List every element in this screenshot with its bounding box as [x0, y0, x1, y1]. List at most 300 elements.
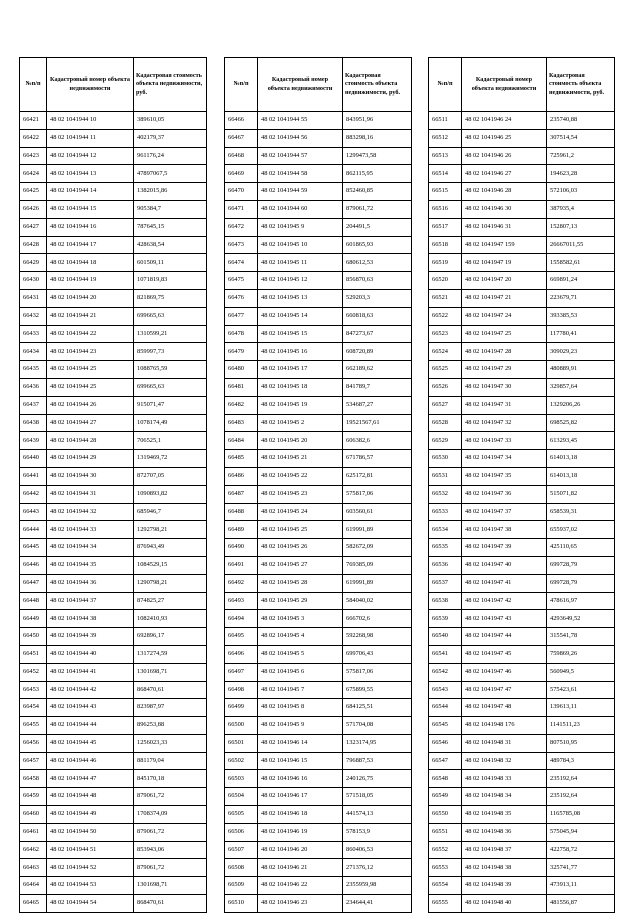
row-number: 66485 — [225, 450, 258, 468]
cadastral-value: 575817,06 — [343, 485, 412, 503]
row-number: 66471 — [225, 200, 258, 218]
row-number: 66488 — [225, 503, 258, 521]
cadastral-value: 1310599,21 — [134, 325, 207, 343]
cadastral-value: 879061,72 — [134, 788, 207, 806]
table-row — [429, 752, 615, 770]
row-number: 66498 — [225, 681, 258, 699]
table-row — [225, 396, 412, 414]
table-row — [429, 841, 615, 859]
table-row — [225, 806, 412, 824]
row-number: 66450 — [20, 628, 47, 646]
table-row — [20, 717, 207, 735]
cadastral-value: 4293649,52 — [547, 610, 615, 628]
table-row — [429, 556, 615, 574]
cadastral-value: 874825,27 — [134, 592, 207, 610]
cadastral-value: 823987,97 — [134, 699, 207, 717]
cadastral-value: 787645,15 — [134, 218, 207, 236]
cadastral-value: 389610,05 — [134, 112, 207, 130]
cadastral-number: 48 02 1041944 42 — [47, 681, 134, 699]
table-row — [225, 254, 412, 272]
row-number: 66425 — [20, 183, 47, 201]
table-row — [20, 165, 207, 183]
cadastral-number: 48 02 1041947 40 — [462, 556, 547, 574]
row-number: 66550 — [429, 806, 462, 824]
row-number: 66461 — [20, 823, 47, 841]
row-number: 66451 — [20, 645, 47, 663]
row-number: 66448 — [20, 592, 47, 610]
cadastral-number: 48 02 1041944 48 — [47, 788, 134, 806]
cadastral-number: 48 02 1041947 20 — [462, 272, 547, 290]
table-row — [20, 236, 207, 254]
row-number: 66486 — [225, 467, 258, 485]
table-row — [225, 788, 412, 806]
cadastral-value: 489784,3 — [547, 752, 615, 770]
row-number: 66501 — [225, 734, 258, 752]
cadastral-number: 48 02 1041944 56 — [258, 129, 343, 147]
cadastral-number: 48 02 1041945 3 — [258, 610, 343, 628]
cadastral-number: 48 02 1041944 28 — [47, 432, 134, 450]
cadastral-value: 725961,2 — [547, 147, 615, 165]
cadastral-number: 48 02 1041947 45 — [462, 645, 547, 663]
cadastral-value: 592268,98 — [343, 628, 412, 646]
table-row — [225, 361, 412, 379]
cadastral-number: 48 02 1041948 32 — [462, 752, 547, 770]
row-number: 66443 — [20, 503, 47, 521]
cadastral-value: 240126,75 — [343, 770, 412, 788]
table-row — [225, 467, 412, 485]
cadastral-number: 48 02 1041946 22 — [258, 877, 343, 895]
table-row — [225, 200, 412, 218]
cadastral-value: 614013,18 — [547, 450, 615, 468]
row-number: 66543 — [429, 681, 462, 699]
table-row — [429, 485, 615, 503]
cadastral-number: 48 02 1041945 17 — [258, 361, 343, 379]
table-row — [429, 129, 615, 147]
row-number: 66427 — [20, 218, 47, 236]
row-number: 66525 — [429, 361, 462, 379]
row-number: 66460 — [20, 806, 47, 824]
cadastral-number: 48 02 1041944 46 — [47, 752, 134, 770]
cadastral-number: 48 02 1041947 21 — [462, 289, 547, 307]
row-number: 66432 — [20, 307, 47, 325]
table-row — [20, 556, 207, 574]
cadastral-value: 152807,13 — [547, 218, 615, 236]
row-number: 66524 — [429, 343, 462, 361]
cadastral-number: 48 02 1041948 34 — [462, 788, 547, 806]
cadastral-number: 48 02 1041947 159 — [462, 236, 547, 254]
cadastral-value: 769385,09 — [343, 556, 412, 574]
cadastral-number: 48 02 1041945 23 — [258, 485, 343, 503]
cadastral-number: 48 02 1041944 53 — [47, 877, 134, 895]
cadastral-number: 48 02 1041947 39 — [462, 539, 547, 557]
row-number: 66538 — [429, 592, 462, 610]
cadastral-number: 48 02 1041946 30 — [462, 200, 547, 218]
table-row — [20, 289, 207, 307]
cadastral-number: 48 02 1041948 39 — [462, 877, 547, 895]
cadastral-value: 883298,16 — [343, 129, 412, 147]
table-header-row — [225, 58, 412, 112]
row-number: 66479 — [225, 343, 258, 361]
cadastral-number: 48 02 1041945 15 — [258, 325, 343, 343]
cadastral-number: 48 02 1041948 35 — [462, 806, 547, 824]
row-number: 66552 — [429, 841, 462, 859]
cadastral-value: 699728,79 — [547, 556, 615, 574]
table-row — [225, 325, 412, 343]
cadastral-number: 48 02 1041944 22 — [47, 325, 134, 343]
row-number: 66507 — [225, 841, 258, 859]
cadastral-number: 48 02 1041945 18 — [258, 378, 343, 396]
cadastral-number: 48 02 1041947 25 — [462, 325, 547, 343]
cadastral-value: 441574,13 — [343, 806, 412, 824]
table-row — [225, 343, 412, 361]
cadastral-number: 48 02 1041944 38 — [47, 610, 134, 628]
row-number: 66480 — [225, 361, 258, 379]
table-row — [225, 628, 412, 646]
table-row — [429, 539, 615, 557]
cadastral-value: 843951,96 — [343, 112, 412, 130]
row-number: 66509 — [225, 877, 258, 895]
table-row — [429, 592, 615, 610]
row-number: 66520 — [429, 272, 462, 290]
table-row — [429, 272, 615, 290]
cadastral-number: 48 02 1041945 12 — [258, 272, 343, 290]
cadastral-number: 48 02 1041944 59 — [258, 183, 343, 201]
row-number: 66455 — [20, 717, 47, 735]
cadastral-number: 48 02 1041944 15 — [47, 200, 134, 218]
cadastral-number: 48 02 1041944 39 — [47, 628, 134, 646]
row-number: 66551 — [429, 823, 462, 841]
table-row — [429, 378, 615, 396]
cadastral-value: 699665,63 — [134, 378, 207, 396]
row-number: 66546 — [429, 734, 462, 752]
cadastral-value: 853943,06 — [134, 841, 207, 859]
row-number: 66519 — [429, 254, 462, 272]
cadastral-number: 48 02 1041945 20 — [258, 432, 343, 450]
table-header-row — [20, 58, 207, 112]
row-number: 66466 — [225, 112, 258, 130]
cadastral-value: 560949,5 — [547, 663, 615, 681]
cadastral-number: 48 02 1041944 21 — [47, 307, 134, 325]
row-number: 66532 — [429, 485, 462, 503]
table-row — [225, 183, 412, 201]
cadastral-value: 841789,7 — [343, 378, 412, 396]
cadastral-number: 48 02 1041945 11 — [258, 254, 343, 272]
cadastral-number: 48 02 1041947 33 — [462, 432, 547, 450]
cadastral-number: 48 02 1041944 23 — [47, 343, 134, 361]
cadastral-number: 48 02 1041944 16 — [47, 218, 134, 236]
row-number: 66515 — [429, 183, 462, 201]
cadastral-value: 529203,3 — [343, 289, 412, 307]
cadastral-number: 48 02 1041944 54 — [47, 895, 134, 913]
table-row — [20, 272, 207, 290]
cadastral-number: 48 02 1041945 9 — [258, 218, 343, 236]
cadastral-value: 658539,31 — [547, 503, 615, 521]
cadastral-number: 48 02 1041944 12 — [47, 147, 134, 165]
table-row — [429, 859, 615, 877]
cadastral-number: 48 02 1041946 15 — [258, 752, 343, 770]
row-number: 66472 — [225, 218, 258, 236]
table-row — [20, 823, 207, 841]
row-number: 66436 — [20, 378, 47, 396]
row-number: 66493 — [225, 592, 258, 610]
cadastral-value: 1382015,86 — [134, 183, 207, 201]
table-row — [20, 645, 207, 663]
cadastral-value: 879061,72 — [134, 823, 207, 841]
table-body — [225, 112, 412, 913]
cadastral-value: 796887,53 — [343, 752, 412, 770]
cadastral-value: 1292798,21 — [134, 521, 207, 539]
table-row — [225, 112, 412, 130]
row-number: 66496 — [225, 645, 258, 663]
table-row — [20, 129, 207, 147]
row-number: 66484 — [225, 432, 258, 450]
row-number: 66537 — [429, 574, 462, 592]
cadastral-value: 614013,18 — [547, 467, 615, 485]
cadastral-number: 48 02 1041944 57 — [258, 147, 343, 165]
row-number: 66504 — [225, 788, 258, 806]
cadastral-value: 235740,88 — [547, 112, 615, 130]
cadastral-value: 852460,85 — [343, 183, 412, 201]
table-row — [225, 610, 412, 628]
cadastral-value: 194623,28 — [547, 165, 615, 183]
cadastral-number: 48 02 1041944 58 — [258, 165, 343, 183]
table-row — [20, 218, 207, 236]
row-number: 66534 — [429, 521, 462, 539]
cadastral-value: 1165785,08 — [547, 806, 615, 824]
table-row — [20, 343, 207, 361]
cadastral-value: 862115,95 — [343, 165, 412, 183]
table-row — [20, 610, 207, 628]
table-row — [20, 877, 207, 895]
row-number: 66458 — [20, 770, 47, 788]
cadastral-number: 48 02 1041946 14 — [258, 734, 343, 752]
cadastral-number: 48 02 1041946 26 — [462, 147, 547, 165]
cadastral-number: 48 02 1041944 25 — [47, 361, 134, 379]
table-row — [225, 450, 412, 468]
table-row — [429, 147, 615, 165]
table-row — [225, 681, 412, 699]
cadastral-number: 48 02 1041947 37 — [462, 503, 547, 521]
table-row — [429, 289, 615, 307]
cadastral-number: 48 02 1041944 18 — [47, 254, 134, 272]
cadastral-value: 534687,27 — [343, 396, 412, 414]
cadastral-value: 481556,87 — [547, 895, 615, 913]
table-row — [20, 147, 207, 165]
cadastral-value: 1301698,71 — [134, 877, 207, 895]
table-row — [20, 539, 207, 557]
cadastral-value: 608720,89 — [343, 343, 412, 361]
cadastral-value: 515071,82 — [547, 485, 615, 503]
cadastral-value: 671786,57 — [343, 450, 412, 468]
row-number: 66499 — [225, 699, 258, 717]
table-row — [20, 307, 207, 325]
row-number: 66449 — [20, 610, 47, 628]
row-number: 66429 — [20, 254, 47, 272]
row-number: 66474 — [225, 254, 258, 272]
header-cadastral-value: Кадастровая стоимость объекта недвижимости, руб. — [343, 58, 412, 112]
cadastral-value: 655937,02 — [547, 521, 615, 539]
cadastral-value: 666702,6 — [343, 610, 412, 628]
table-row — [429, 877, 615, 895]
cadastral-number: 48 02 1041945 28 — [258, 574, 343, 592]
table-row — [20, 325, 207, 343]
cadastral-value: 601865,93 — [343, 236, 412, 254]
row-number: 66528 — [429, 414, 462, 432]
row-number: 66536 — [429, 556, 462, 574]
table-row — [20, 378, 207, 396]
cadastral-number: 48 02 1041944 31 — [47, 485, 134, 503]
table-row — [429, 788, 615, 806]
row-number: 66511 — [429, 112, 462, 130]
row-number: 66467 — [225, 129, 258, 147]
cadastral-number: 48 02 1041944 20 — [47, 289, 134, 307]
cadastral-value: 1319469,72 — [134, 450, 207, 468]
row-number: 66483 — [225, 414, 258, 432]
table-row — [225, 841, 412, 859]
table-row — [225, 129, 412, 147]
table-row — [429, 236, 615, 254]
row-number: 66464 — [20, 877, 47, 895]
row-number: 66492 — [225, 574, 258, 592]
cadastral-number: 48 02 1041947 30 — [462, 378, 547, 396]
table-row — [225, 165, 412, 183]
cadastral-number: 48 02 1041948 31 — [462, 734, 547, 752]
cadastral-number: 48 02 1041944 32 — [47, 503, 134, 521]
cadastral-value: 821869,75 — [134, 289, 207, 307]
row-number: 66465 — [20, 895, 47, 913]
cadastral-value: 2355959,98 — [343, 877, 412, 895]
row-number: 66542 — [429, 663, 462, 681]
cadastral-number: 48 02 1041945 22 — [258, 467, 343, 485]
table-row — [20, 485, 207, 503]
cadastral-number: 48 02 1041944 14 — [47, 183, 134, 201]
row-number: 66430 — [20, 272, 47, 290]
row-number: 66514 — [429, 165, 462, 183]
row-number: 66544 — [429, 699, 462, 717]
table-row — [429, 432, 615, 450]
table-row — [20, 841, 207, 859]
cadastral-value: 575045,94 — [547, 823, 615, 841]
cadastral-number: 48 02 1041944 55 — [258, 112, 343, 130]
cadastral-number: 48 02 1041944 33 — [47, 521, 134, 539]
cadastral-number: 48 02 1041944 41 — [47, 663, 134, 681]
row-number: 66516 — [429, 200, 462, 218]
table-row — [429, 734, 615, 752]
cadastral-number: 48 02 1041944 45 — [47, 734, 134, 752]
cadastral-number: 48 02 1041944 51 — [47, 841, 134, 859]
cadastral-number: 48 02 1041947 41 — [462, 574, 547, 592]
cadastral-number: 48 02 1041945 7 — [258, 681, 343, 699]
cadastral-number: 48 02 1041944 49 — [47, 806, 134, 824]
table-row — [429, 325, 615, 343]
table-row — [225, 895, 412, 913]
table-row — [225, 378, 412, 396]
row-number: 66510 — [225, 895, 258, 913]
table-row — [225, 307, 412, 325]
table-row — [20, 770, 207, 788]
table-row — [20, 699, 207, 717]
cadastral-number: 48 02 1041944 26 — [47, 396, 134, 414]
cadastral-value: 315541,78 — [547, 628, 615, 646]
cadastral-value: 575423,61 — [547, 681, 615, 699]
table-row — [20, 663, 207, 681]
cadastral-value: 856870,63 — [343, 272, 412, 290]
table-row — [20, 396, 207, 414]
row-number: 66431 — [20, 289, 47, 307]
cadastral-number: 48 02 1041944 34 — [47, 539, 134, 557]
cadastral-table-2 — [224, 57, 412, 913]
table-row — [20, 859, 207, 877]
table-row — [429, 521, 615, 539]
cadastral-value: 698525,82 — [547, 414, 615, 432]
table-row — [20, 521, 207, 539]
row-number: 66526 — [429, 378, 462, 396]
cadastral-number: 48 02 1041944 50 — [47, 823, 134, 841]
table-row — [20, 734, 207, 752]
cadastral-number: 48 02 1041944 60 — [258, 200, 343, 218]
row-number: 66441 — [20, 467, 47, 485]
table-body — [20, 112, 207, 913]
table-row — [429, 681, 615, 699]
cadastral-value: 881179,04 — [134, 752, 207, 770]
table-row — [429, 699, 615, 717]
table-row — [20, 628, 207, 646]
cadastral-value: 1317274,59 — [134, 645, 207, 663]
cadastral-value: 584040,02 — [343, 592, 412, 610]
cadastral-value: 117780,41 — [547, 325, 615, 343]
cadastral-number: 48 02 1041947 38 — [462, 521, 547, 539]
header-num: №п/п — [225, 58, 258, 112]
cadastral-value: 26667011,55 — [547, 236, 615, 254]
cadastral-number: 48 02 1041947 34 — [462, 450, 547, 468]
cadastral-number: 48 02 1041947 43 — [462, 610, 547, 628]
cadastral-value: 1084529,15 — [134, 556, 207, 574]
cadastral-value: 699728,79 — [547, 574, 615, 592]
cadastral-value: 1323174,95 — [343, 734, 412, 752]
cadastral-value: 582672,09 — [343, 539, 412, 557]
row-number: 66527 — [429, 396, 462, 414]
table-row — [225, 717, 412, 735]
cadastral-value: 478616,97 — [547, 592, 615, 610]
cadastral-value: 19521567,61 — [343, 414, 412, 432]
cadastral-number: 48 02 1041946 25 — [462, 129, 547, 147]
cadastral-value: 675899,55 — [343, 681, 412, 699]
cadastral-number: 48 02 1041945 8 — [258, 699, 343, 717]
cadastral-value: 223679,71 — [547, 289, 615, 307]
cadastral-value: 1090893,82 — [134, 485, 207, 503]
cadastral-number: 48 02 1041944 17 — [47, 236, 134, 254]
cadastral-value: 759869,26 — [547, 645, 615, 663]
row-number: 66442 — [20, 485, 47, 503]
row-number: 66470 — [225, 183, 258, 201]
table-row — [429, 361, 615, 379]
row-number: 66468 — [225, 147, 258, 165]
table-row — [20, 574, 207, 592]
cadastral-value: 669891,24 — [547, 272, 615, 290]
table-body — [429, 112, 615, 913]
table-row — [429, 165, 615, 183]
cadastral-value: 480889,91 — [547, 361, 615, 379]
header-cadastral-number: Кадастровый номер объекта недвижимости — [47, 58, 134, 112]
cadastral-value: 692896,17 — [134, 628, 207, 646]
row-number: 66462 — [20, 841, 47, 859]
table-row — [225, 289, 412, 307]
cadastral-number: 48 02 1041945 10 — [258, 236, 343, 254]
cadastral-value: 204491,5 — [343, 218, 412, 236]
cadastral-number: 48 02 1041945 19 — [258, 396, 343, 414]
table-row — [20, 414, 207, 432]
row-number: 66517 — [429, 218, 462, 236]
